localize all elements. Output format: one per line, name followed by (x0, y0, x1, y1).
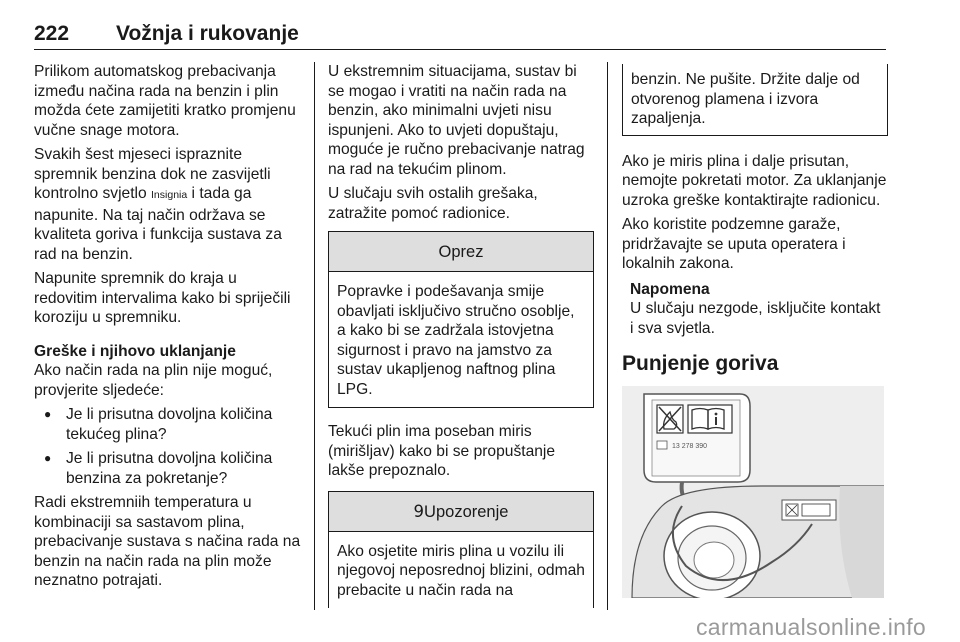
checklist (34, 405, 302, 488)
fuel-filler-illustration (622, 386, 884, 598)
gm-logo-icon (657, 441, 667, 449)
paragraph: U ekstremnim situacijama, sustav bi se mogao i vratiti na način rada na benzin, ako minimalni uvjeti nisu ispunjeni. Ako to uvjeti dopuštaju, moguće je ručno prebacivanje natrag na rad na tekućim plinom. (328, 63, 585, 178)
paragraph: Radi ekstremniih temperatura u kombinaciji sa sastavom plina, prebacivanje sustava s načina rada na benzin na način rada na plin može neznatno potrajati. (34, 494, 301, 589)
column-divider (314, 62, 315, 610)
warning-box (328, 491, 594, 609)
paragraph: Svakih šest mjeseci ispraznite spremnik benzina dok ne zasvijetli kontrolno svjetlo Insignia i tada ga napunite. Na taj način održava se kvaliteta goriva i funkcija sustava za rad na benzin. (34, 146, 282, 263)
caution-text: Popravke i podešavanja smije obavljati isključivo stručno osoblje, a kako bi se zadržala istovjetna sigurnost i pravo na jamstvo za sustav ukapljenog naftnog plina LPG. (337, 283, 575, 398)
no-smoking-icon (657, 405, 683, 433)
note-title: Napomena (630, 280, 710, 298)
column-middle (328, 62, 594, 608)
caution-title: Oprez (329, 232, 593, 272)
paragraph: Tekući plin ima poseban miris (mirišljav) kako bi se propuštanje lakše prepoznalo. (328, 423, 556, 479)
paragraph: U slučaju svih ostalih grešaka, zatražite pomoć radionice. (328, 185, 538, 222)
column-right (622, 62, 888, 598)
warning-continuation: benzin. Ne pušite. Držite dalje od otvorenog plamena i izvora zapaljenja. (622, 64, 888, 136)
warning-icon: 9 (413, 501, 425, 521)
list-item: ● Je li prisutna dovoljna količina tekućeg plina? (34, 405, 302, 444)
paragraph: Ako je miris plina i dalje prisutan, nemojte pokretati motor. Za uklanjanje uzroka greške kontaktirajte radionicu. (622, 152, 887, 209)
paragraph: Prilikom automatskog prebacivanja između načina rada na benzin i plin možda ćete zamijetiti kratko promjenu vučne snage motora. (34, 63, 296, 139)
note-text: U slučaju nezgode, isključite kontakt i sva svjetla. (630, 300, 881, 337)
note-block (622, 280, 888, 339)
page-header (34, 14, 886, 50)
warning-text: Ako osjetite miris plina u vozilu ili njegovoj neposrednoj blizini, odmah prebacite u način rada na (337, 542, 585, 599)
paragraph: Ako koristite podzemne garaže, pridržavajte se uputa operatera i lokalnih zakona. (622, 216, 846, 272)
list-item: ● Je li prisutna dovoljna količina benzina za pokretanje? (34, 449, 302, 488)
fuel-flap-drawing (622, 386, 884, 598)
subheading: Greške i njihovo uklanjanje (34, 342, 236, 360)
manual-book-icon (688, 405, 732, 433)
section-title: Punjenje goriva (622, 352, 779, 375)
page-number: 222 (34, 22, 70, 45)
warning-title: Upozorenje (424, 502, 509, 521)
warning-header (329, 492, 593, 532)
label-code: 13 278 390 (672, 442, 708, 450)
paragraph: Napunite spremnik do kraja u redovitim intervalima kako bi spriječili koroziju u spremniku. (34, 270, 291, 326)
caution-box (328, 231, 594, 408)
column-left (34, 62, 302, 596)
column-divider (607, 62, 608, 610)
watermark: carmanualsonline.info (695, 614, 926, 640)
paragraph: Ako način rada na plin nije moguć, provjerite sljedeće: (34, 362, 273, 399)
chapter-title: Vožnja i rukovanje (116, 22, 299, 45)
indicator-name: Insignia (151, 189, 188, 201)
